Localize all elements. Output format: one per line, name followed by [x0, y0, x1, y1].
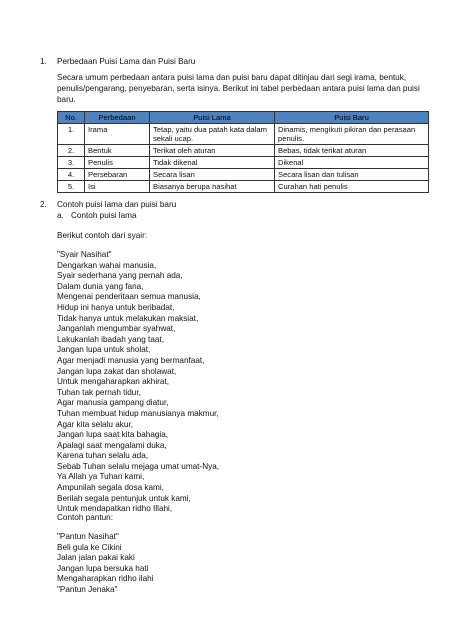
pantun-line: Jalan jalan pakai kaki: [57, 553, 135, 563]
cell-puisi-baru: Secara lisan dan tulisan: [275, 169, 429, 181]
cell-perbedaan: Irama: [85, 124, 150, 145]
cell-puisi-baru: Dikenal: [275, 157, 429, 169]
pantun-intro: Contoh pantun:: [57, 513, 113, 522]
syair-title: "Syair Nasihat": [57, 250, 112, 259]
syair-line: Lakukanlah ibadah yang taat,: [57, 334, 164, 344]
syair-line: Agar menjadi manusia yang bermanfaat,: [57, 355, 205, 365]
syair-line: Agar manusia gampang diatur,: [57, 398, 169, 408]
section-1-heading: Perbedaan Puisi Lama dan Puisi Baru: [57, 57, 196, 66]
syair-line: Tuhan tak pernah tidur,: [57, 387, 141, 397]
syair-line: Dalam dunia yang fana,: [57, 281, 144, 291]
header-perbedaan: Perbedaan: [85, 112, 150, 124]
cell-puisi-baru: Bebas, tidak terikat aturan: [275, 145, 429, 157]
syair-line: Jangan lupa saat kita bahagia,: [57, 430, 169, 440]
syair-line: Untuk mengaharapkan akhirat,: [57, 377, 169, 387]
cell-puisi-lama: Biasanya berupa nasihat: [150, 181, 275, 193]
syair-poem: [57, 250, 219, 515]
syair-line: Sebab Tuhan selalu mejaga umat umat-Nya,: [57, 461, 220, 471]
pantun-jenaka-title: "Pantun Jenaka": [57, 584, 118, 594]
table-header-row: [58, 112, 429, 124]
section-2-number: 2.: [40, 200, 47, 209]
cell-puisi-lama: Terikat oleh aturan: [150, 145, 275, 157]
section-1-intro: Secara umum perbedaan antara puisi lama dan puisi baru dapat ditinjau dari segi irama, bentuk, penulis/pengarang, penyebaran, serta isinya. Berikut ini tabel perbedaan antara puisi lama dan puisi baru.: [57, 73, 420, 104]
cell-puisi-lama: Tetap, yaitu dua patah kata dalam sekali ucap.: [150, 124, 275, 145]
syair-line: Berilah segala pentunjuk untuk kami,: [57, 493, 191, 503]
cell-puisi-lama: Secara lisan: [150, 169, 275, 181]
cell-perbedaan: Penulis: [85, 157, 150, 169]
cell-perbedaan: Isi: [85, 181, 150, 193]
syair-line: Ampunilah segala dosa kami,: [57, 483, 164, 493]
header-puisi-baru: Puisi Baru: [275, 112, 429, 124]
cell-perbedaan: Bentuk: [85, 145, 150, 157]
header-no: No.: [58, 112, 85, 124]
pantun-poem: [57, 532, 154, 596]
syair-intro: Berikut contoh dari syair:: [57, 231, 148, 240]
subsection-a-label: a.: [57, 211, 64, 220]
table-row: [58, 145, 429, 157]
cell-no: 2.: [58, 145, 85, 157]
pantun-line: Beli gula ke Cikini: [57, 542, 122, 552]
syair-line: Mengenai penderitaan semua manusia,: [57, 292, 201, 302]
pantun-title: "Pantun Nasihat": [57, 532, 119, 541]
cell-no: 4.: [58, 169, 85, 181]
syair-line: Tuhan membuat hidup manusianya makmur,: [57, 408, 219, 418]
table-row: [58, 169, 429, 181]
cell-no: 1.: [58, 124, 85, 145]
syair-line: Syair sederhana yang pernah ada,: [57, 271, 183, 281]
cell-perbedaan: Persebaran: [85, 169, 150, 181]
table-row: [58, 181, 429, 193]
syair-line: Karena tuhan selalu ada,: [57, 451, 149, 461]
cell-puisi-baru: Dinamis, mengikuti pikiran dan perasaan penulis.: [275, 124, 429, 145]
subsection-a-heading: Contoh puisi lama: [71, 211, 137, 220]
table-row: [58, 157, 429, 169]
syair-line: Hidup ini hanya untuk beribadat,: [57, 302, 175, 312]
syair-line: Dengarkan wahai manusia,: [57, 260, 157, 270]
syair-line: Untuk mendapatkan ridho Illahi,: [57, 504, 173, 514]
syair-line: Tidak hanya untuk melakukan maksiat,: [57, 313, 199, 323]
comparison-table: [57, 111, 429, 193]
cell-puisi-lama: Tidak dikenal: [150, 157, 275, 169]
pantun-line: Jangan lupa bersuka hati: [57, 563, 149, 573]
cell-no: 5.: [58, 181, 85, 193]
cell-puisi-baru: Curahan hati penulis: [275, 181, 429, 193]
table-row: [58, 124, 429, 145]
syair-line: Jangan lupa untuk sholat,: [57, 345, 151, 355]
syair-line: Jangan lupa zakat dan sholawat,: [57, 366, 177, 376]
section-1-number: 1.: [40, 57, 47, 66]
syair-line: Agar kita selalu akur,: [57, 419, 134, 429]
syair-line: Apalagi saat mengalami duka,: [57, 440, 167, 450]
section-2-heading: Contoh puisi lama dan puisi baru: [57, 200, 177, 209]
syair-line: Janganlah mengumbar syahwat,: [57, 324, 176, 334]
syair-line: Ya Allah ya Tuhan kami,: [57, 472, 145, 482]
pantun-line: Mengaharapkan ridho ilahi: [57, 574, 154, 584]
cell-no: 3.: [58, 157, 85, 169]
header-puisi-lama: Puisi Lama: [150, 112, 275, 124]
